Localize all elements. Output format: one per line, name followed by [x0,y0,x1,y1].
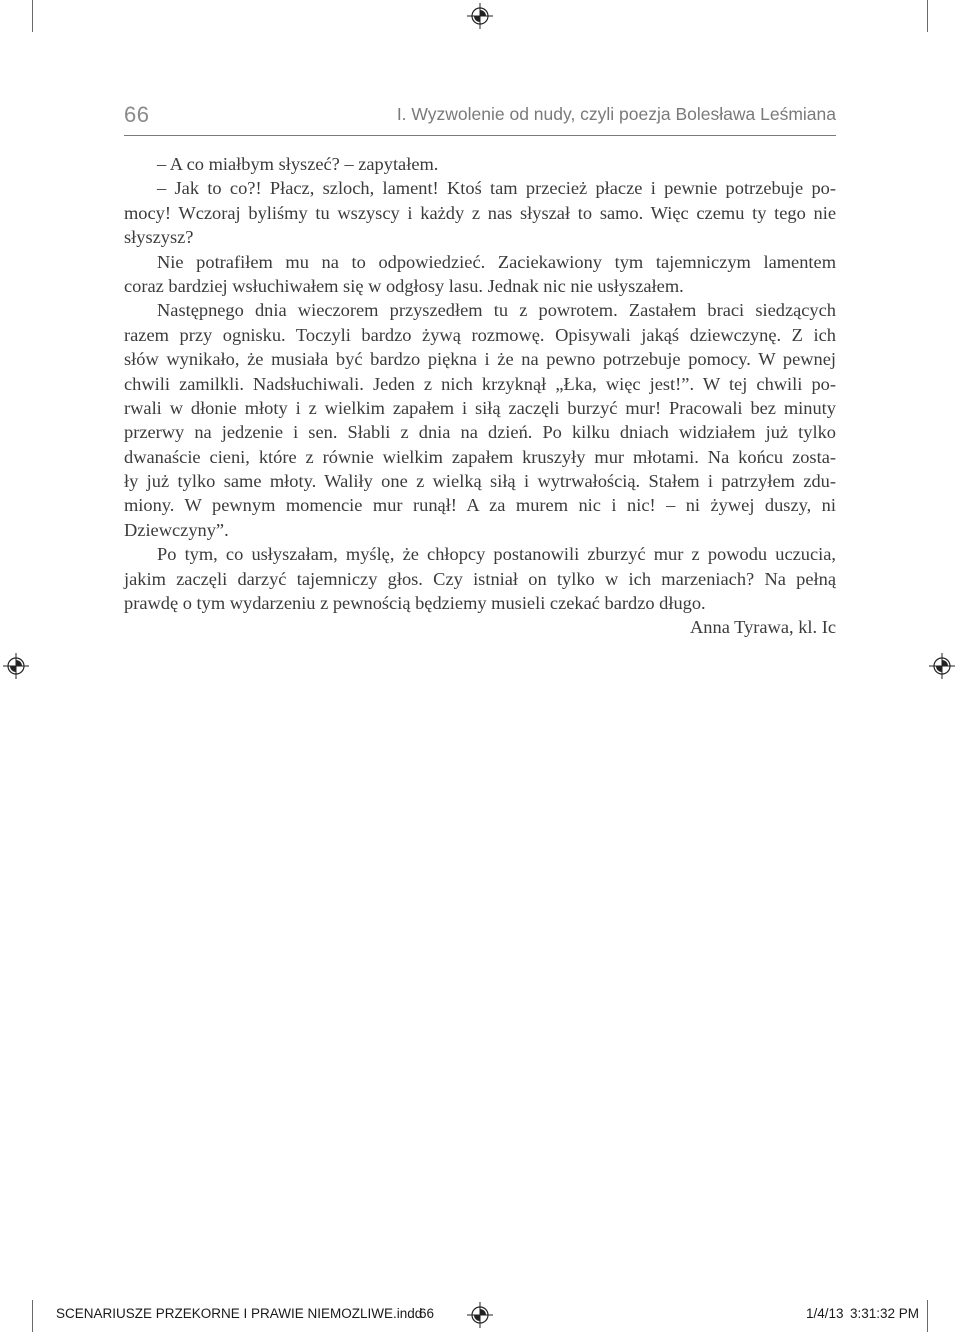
text-line: rwali w dłonie młoty i z wielkim zapałem i siłą zaczęli burzyć mur! Pracowali bez minuty [124,397,836,418]
registration-mark-right-icon [929,653,955,679]
text-line: Następnego dnia wieczorem przyszedłem tu z powrotem. Zastałem braci siedzących [157,300,836,321]
registration-mark-top-icon [467,3,493,29]
slug-time: 3:31:32 PM [850,1306,920,1321]
crop-mark-top-left [32,0,33,32]
registration-mark-left-icon [3,653,29,679]
slug-filename: SCENARIUSZE PRZEKORNE I PRAWIE NIEMOZLIWE.indd [56,1306,423,1321]
text-line: razem przy ognisku. Toczyli bardzo żywą rozmowę. Opisywali jakąś dziewczynę. Z ich [124,324,836,345]
text-line: ły już tylko same młoty. Waliły one z wielką siłą i wytrwałością. Stałem i patrzyłem zdu- [124,471,836,492]
slug-date: 1/4/13 [806,1306,844,1321]
text-line: słyszysz? [124,227,194,248]
text-line: dwanaście cieni, które z równie wielkim zapałem kruszyły mur młotami. Na końcu zosta- [124,446,836,467]
text-line: mocy! Wczoraj byliśmy tu wszyscy i każdy z nas słyszał to samo. Więc czemu ty tego nie [124,202,836,223]
slug-page-number: 66 [419,1306,435,1321]
crop-mark-top-right [927,0,928,32]
text-line: Dziewczyny”. [124,519,229,540]
text-line: Po tym, co usłyszałam, myślę, że chłopcy postanowili zburzyć mur z powodu uczucia, [157,544,836,565]
header-rule [124,135,836,136]
text-line: słów wynikało, że musiała być bardzo piękna i że na pewno potrzebuje pomocy. W pewnej [124,349,836,370]
text-line: jakim zaczęli darzyć tajemniczy głos. Czy istniał on tylko w ich marzeniach? Na pełną [124,568,836,589]
text-line: – Jak to co?! Płacz, szloch, lament! Ktoś tam przecież płacze i pewnie potrzebuje po- [157,178,836,199]
text-line: Nie potrafiłem mu na to odpowiedzieć. Zaciekawiony tym tajemniczym lamentem [157,251,836,272]
text-line: coraz bardziej wsłuchiwałem się w odgłosy lasu. Jednak nic nie usłyszałem. [124,275,684,296]
running-head: I. Wyzwolenie od nudy, czyli poezja Bolesława Leśmiana [396,104,836,124]
text-line: prawdę o tym wydarzeniu z pewnością będziemy musieli czekać bardzo długo. [124,593,706,614]
text-line: przerwy na jedzenie i sen. Słabli z dnia na dzień. Po kilku dniach widziałem już tylko [124,422,836,443]
author-signature: Anna Tyrawa, kl. Ic [690,617,836,638]
article-body [124,152,836,640]
text-line: – A co miałbym słyszeć? – zapytałem. [157,154,439,174]
print-slug [0,1302,960,1328]
text-line: chwili zamilkli. Nadsłuchiwali. Jeden z nich krzyknął „Łka, więc jest!”. W tej chwili po- [124,373,836,394]
page-number: 66 [124,102,150,127]
text-line: miony. W pewnym momencie mur runął! A za murem nic i nic! – ni żywej duszy, ni [124,495,836,516]
